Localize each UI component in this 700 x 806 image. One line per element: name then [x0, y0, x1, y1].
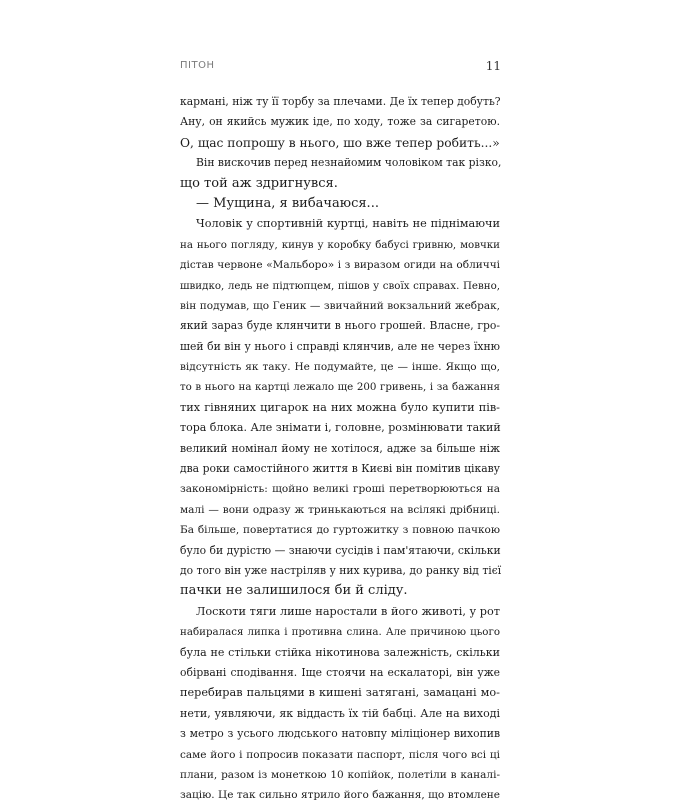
page-number: 11 — [485, 59, 501, 73]
text-line: — Мущина, я вибачаюся... — [196, 195, 379, 211]
text-line: шей би він у нього і справді клянчив, але не через їхню — [180, 339, 500, 353]
text-line: малі — вони одразу ж тринькаються на всілякі дрібниці. — [180, 503, 500, 516]
text-line: Він вискочив перед незнайомим чоловіком так різко, — [196, 156, 502, 170]
text-line: закономірність: щойно великі гроші перетворюються на — [180, 483, 500, 496]
text-line: Ану, он якийсь мужик іде, по ходу, тоже за сигаретою. — [180, 115, 500, 129]
text-line: то в нього на картці лежало ще 200 гривень, і за бажання — [180, 381, 500, 394]
text-line: тора блока. Але знімати і, головне, розмінювати такий — [180, 421, 501, 435]
text-line: великий номінал йому не хотілося, адже за більше ніж — [180, 441, 500, 455]
text-line: було би дурістю — знаючи сусідів і пам'ятаючи, скільки — [180, 543, 501, 557]
text-line: обірвані сподівання. Іще стоячи на ескалаторі, він уже — [180, 665, 500, 679]
text-line: плани, разом із монеткою 10 копійок, полетіли в каналі- — [180, 768, 500, 781]
text-line: саме його і попросив показати паспорт, після чого всі ці — [180, 748, 500, 761]
text-line: на нього погляду, кинув у коробку бабусі гривню, мовчки — [180, 238, 500, 251]
text-line: який зараз буде клянчити в нього грошей. Власне, гро- — [180, 319, 500, 333]
body-text — [180, 92, 500, 806]
text-line: що той аж здригнувся. — [180, 175, 338, 191]
text-line: пачки не залишилося би й сліду. — [180, 583, 408, 599]
running-title: ПІТОН — [180, 60, 215, 71]
text-line: з метро з усього людського натовпу міліціонер вихопив — [180, 727, 500, 741]
text-line: Лоскоти тяги лише наростали в його животі, у рот — [196, 604, 500, 618]
text-line: Ба більше, повертатися до гуртожитку з повною пачкою — [180, 524, 500, 537]
text-line: два роки самостійного життя в Києві він помітив цікаву — [180, 462, 500, 476]
text-line: кармані, ніж ту її торбу за плечами. Де їх тепер добуть? — [180, 95, 501, 108]
text-line: О, щас попрошу в нього, шо вже тепер робить...» — [180, 135, 500, 150]
text-line: тих гівняних цигарок на них можна було купити пів- — [180, 400, 500, 414]
text-line: Чоловік у спортивній куртці, навіть не піднімаючи — [196, 217, 500, 231]
text-line: він подумав, що Геник — звичайний вокзальний жебрак, — [180, 299, 500, 312]
text-line: нети, уявляючи, як віддасть їх тій бабці. Але на виході — [180, 706, 500, 720]
text-line: перебирав пальцями в кишені затягані, замацані мо- — [180, 686, 500, 700]
text-line: дістав червоне «Мальборо» і з виразом огиди на обличчі — [180, 259, 500, 272]
text-line: до того він уже настріляв у них курива, до ранку від тієї — [180, 563, 502, 577]
text-line: набиралася липка і противна слина. Але причиною цього — [180, 626, 500, 639]
text-line: відсутність як таку. Не подумайте, це — інше. Якщо що, — [180, 361, 500, 374]
text-line: швидко, ледь не підтюпцем, пішов у своїх справах. Певно, — [180, 279, 500, 292]
text-line: була не стільки стійка нікотинова залежність, скільки — [180, 645, 500, 659]
text-line: зацію. Це так сильно ятрило його бажання, що втомлене — [180, 789, 500, 802]
